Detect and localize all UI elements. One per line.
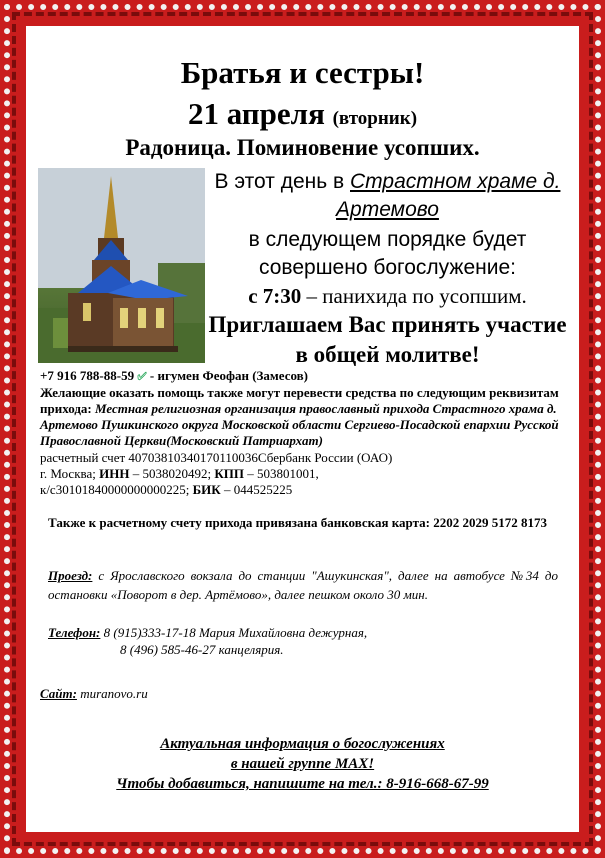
website bbox=[40, 686, 148, 702]
service-time bbox=[205, 282, 570, 310]
phone-number: +7 916 788-88-59 bbox=[40, 368, 135, 383]
invitation: Приглашаем Вас принять участие в общей молитве! bbox=[208, 312, 567, 367]
parish-organization: Местная религиозная организация православный прихода Страстного храма д. Артемово Пушкинского округа Московской области Сергиево-Посадской епархии Русской Православной Церкви(Московский Патриархат) bbox=[40, 401, 559, 448]
inn-value: – 5038020492; bbox=[129, 466, 215, 481]
service-name: – панихида по усопшим. bbox=[301, 284, 527, 308]
contact-person: - игумен Феофан (Замесов) bbox=[146, 368, 308, 383]
announcement-line-2: в нашей группе MAX! bbox=[230, 756, 375, 772]
donation-lead: Желающие оказать помощь также могут перевести средства по следующим реквизитам прихода: bbox=[40, 385, 559, 416]
announcement-line-1: Актуальная информация о богослужениях bbox=[160, 736, 445, 752]
contact-line bbox=[40, 368, 565, 385]
intro-prefix: В этот день в bbox=[214, 170, 350, 193]
phones-label: Телефон: bbox=[48, 625, 101, 640]
event-date bbox=[30, 96, 575, 132]
holiday-title: Радоница. Поминовение усопших. bbox=[125, 135, 480, 160]
phone-line-1: 8 (915)333-17-18 Мария Михайловна дежурная, bbox=[100, 625, 368, 640]
phones bbox=[48, 623, 558, 642]
intro-line-3: совершено богослужение: bbox=[259, 256, 516, 279]
announcement-line-3: Чтобы добавиться, напишите на тел.: 8-916-668-67-99 bbox=[116, 776, 489, 792]
kpp-value: – 503801001, bbox=[243, 466, 319, 481]
intro-line-2: в следующем порядке будет bbox=[248, 228, 527, 251]
website-label: Сайт: bbox=[40, 686, 77, 701]
directions bbox=[48, 566, 558, 604]
bik-label: БИК bbox=[192, 482, 221, 497]
temple-name: Страстном храме д. Артемово bbox=[336, 170, 561, 221]
bank-account: расчетный счет 40703810340170110036Сбербанк России (ОАО) bbox=[40, 450, 393, 465]
bik-value: – 044525225 bbox=[220, 482, 293, 497]
ks-value: к/с30101840000000000225; bbox=[40, 482, 193, 497]
bank-city: г. Москва; bbox=[40, 466, 100, 481]
phone-line-2: 8 (496) 585-46-27 канцелярия. bbox=[120, 642, 284, 657]
directions-text: с Ярославского вокзала до станции "Ашукинская", далее на автобусе №34 до остановки «Поворот в дер. Артёмово», далее пешком около 30 мин. bbox=[48, 568, 558, 602]
church-photo bbox=[38, 168, 205, 363]
directions-label: Проезд: bbox=[48, 568, 93, 583]
inn-label: ИНН bbox=[99, 466, 130, 481]
donation-details bbox=[40, 385, 565, 449]
kpp-label: КПП bbox=[214, 466, 244, 481]
time-value: с 7:30 bbox=[248, 284, 302, 308]
bank-ks-bik bbox=[40, 482, 565, 498]
website-url[interactable]: muranovo.ru bbox=[76, 686, 148, 701]
date-text: 21 апреля bbox=[187, 96, 325, 131]
bank-inn-kpp bbox=[40, 466, 565, 482]
church-illustration bbox=[38, 168, 205, 363]
group-announcement bbox=[30, 734, 575, 794]
page-title: Братья и сестры! bbox=[180, 55, 425, 90]
check-circle-icon: ✅︎ bbox=[137, 371, 147, 383]
intro-paragraph bbox=[205, 168, 570, 224]
weekday: (вторник) bbox=[332, 108, 418, 129]
bank-card: Также к расчетному счету прихода привязана банковская карта: 2202 2029 5172 8173 bbox=[48, 515, 547, 530]
